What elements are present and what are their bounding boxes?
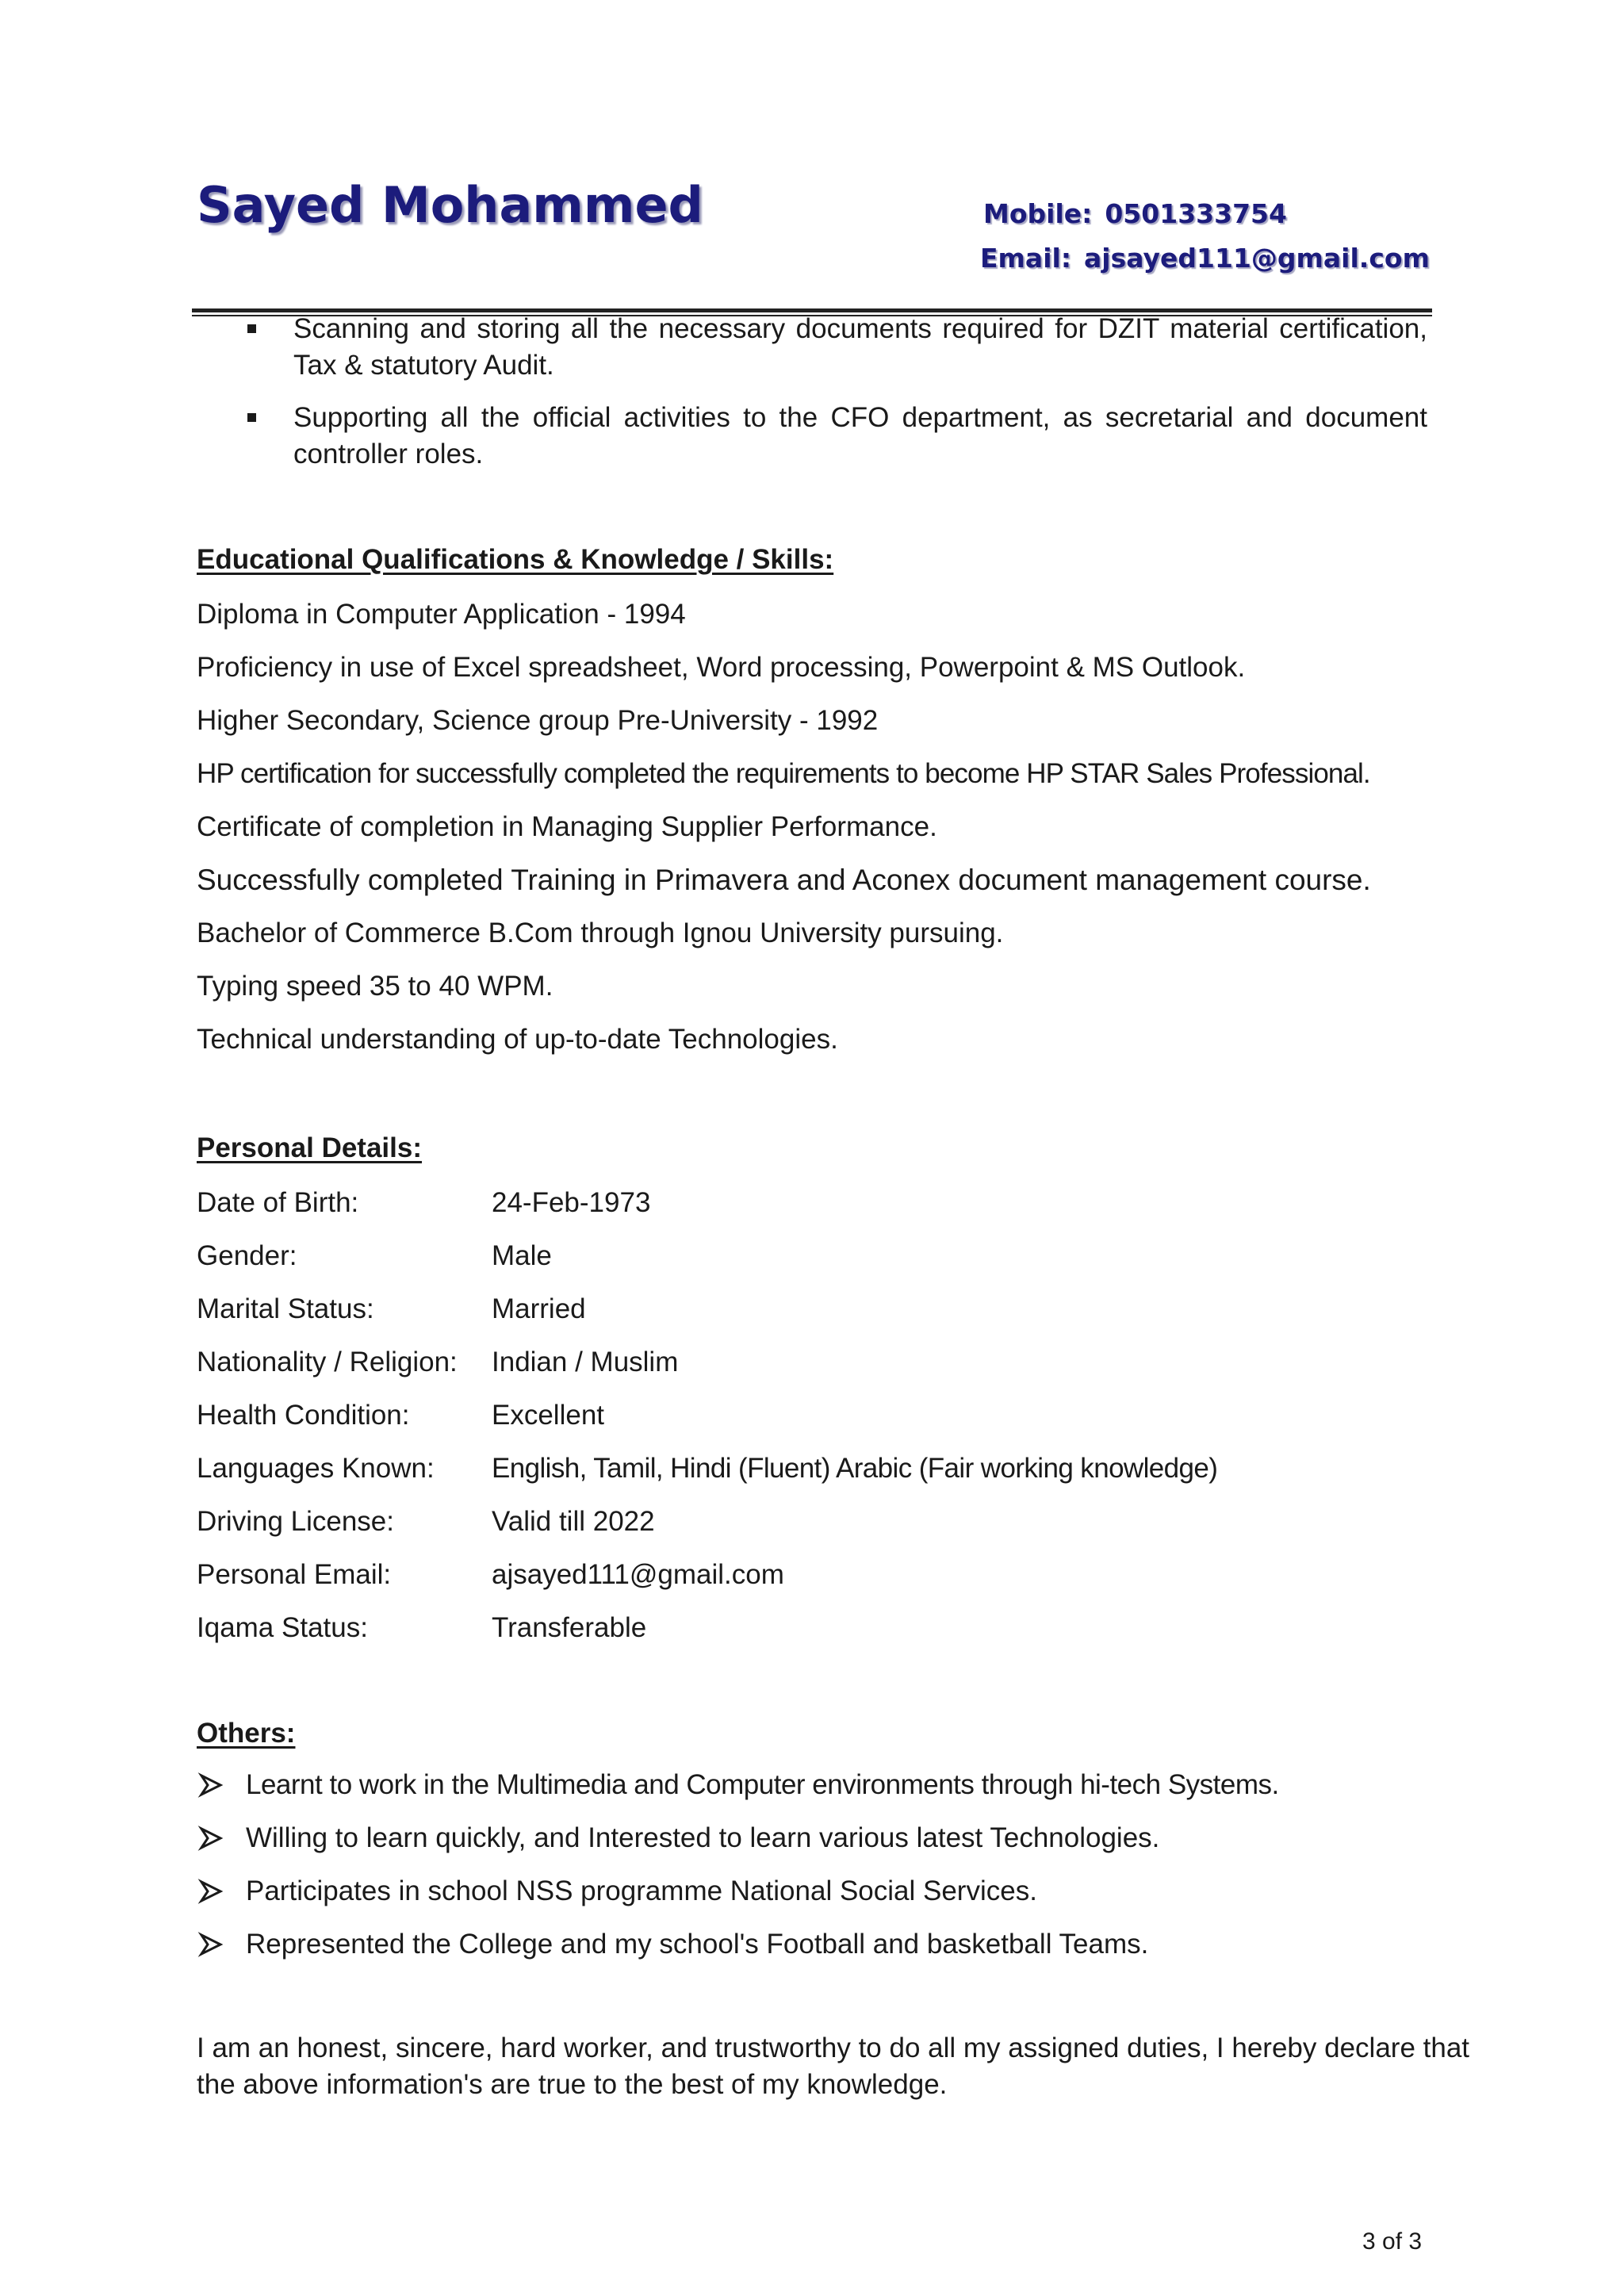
declaration-text: I am an honest, sincere, hard worker, and trustworthy to do all my assigned duties, I hereby declare that the above information's are true to the best of my knowledge. — [197, 2033, 1470, 2100]
detail-value: Valid till 2022 — [492, 1506, 655, 1537]
detail-value: English, Tamil, Hindi (Fluent) Arabic (Fair working knowledge) — [492, 1453, 1218, 1484]
detail-label: Languages Known: — [197, 1453, 435, 1484]
education-item: Successfully completed Training in Primavera and Aconex document management course. — [197, 864, 1371, 896]
education-item: Typing speed 35 to 40 WPM. — [197, 971, 553, 1002]
education-list — [197, 596, 1481, 1075]
detail-value: ajsayed111@gmail.com — [492, 1559, 784, 1590]
detail-label: Nationality / Religion: — [197, 1347, 458, 1377]
detail-value: Married — [492, 1293, 586, 1324]
arrow-bullet-icon — [197, 1873, 228, 1910]
education-item: Higher Secondary, Science group Pre-University - 1992 — [197, 705, 879, 736]
detail-label: Date of Birth: — [197, 1187, 359, 1218]
education-item: Technical understanding of up-to-date Technologies. — [197, 1024, 838, 1055]
email-address[interactable]: ajsayed111@gmail.com — [1084, 243, 1430, 274]
education-item: HP certification for successfully completed the requirements to become HP STAR Sales Professional. — [197, 758, 1370, 789]
resume-page: Sayed Mohammed Mobile: 0501333754 Email: ajsayed111@gmail.com Scanning and storing all the necessary documents required for DZIT material certification, Tax & statutory Audit. Supporting all the official activities to the CFO department, as secretarial and document controller roles. Educational Qualifications & Knowledge / Skills: Diploma in Computer Application - 1994 Proficiency in use of Excel spreadsheet, Word processing, Powerpoint & MS Outlook. Higher Secondary, Science group Pre-University - 1992 HP certification for successfully completed the requirements to become HP STAR Sales Professional. Certificate of completion in Managing Supplier Performance. Successfully completed Training in Primavera and Aconex document management course. Bachelor of Commerce B.Com through Ignou University pursuing. Typing speed 35 to 40 WPM. Technical understanding of up-to-date Technologies. Personal Details: Date of Birth: 24-Feb-1973 Gender: Male Marital Status: Married Nationality / Religion: Indian / Muslim Health Condition: Excellent Languages Known: English, Tamil, Hindi (Fluent) Arabic (Fair working knowledge) Driving License: Valid till 2022 Personal Email: ajsayed111@gmail.com Iqama Status: Transferable Others: Learnt to work in the Multimedia and Computer environments through hi-tech Systems. Willing to learn quickly, and Interested to learn various latest Technologies. Participates in school NSS programme National Social Services. Represented the College and my school's Football and basketball Teams. I am an honest, sincere, hard worker, and trustworthy to do all my assigned duties, I hereby declare that the above information's are true to the best of my knowledge. 3 of 3 — [0, 0, 1624, 2295]
others-heading: Others: — [197, 1718, 296, 1749]
mobile-label: Mobile: — [983, 198, 1093, 229]
detail-value: Transferable — [492, 1612, 647, 1643]
candidate-name: Sayed Mohammed — [197, 176, 703, 234]
square-bullet-icon — [247, 413, 256, 422]
duty-item: Scanning and storing all the necessary documents required for DZIT material certification, Tax & statutory Audit. — [243, 311, 1427, 384]
email-label: Email: — [980, 243, 1072, 274]
page-number: 3 of 3 — [1362, 2228, 1423, 2255]
personal-details-heading: Personal Details: — [197, 1132, 422, 1163]
education-item: Diploma in Computer Application - 1994 — [197, 599, 686, 630]
square-bullet-icon — [247, 324, 256, 333]
education-heading: Educational Qualifications & Knowledge / Skills: — [197, 544, 834, 575]
education-item: Bachelor of Commerce B.Com through Ignou University pursuing. — [197, 918, 1004, 948]
education-item: Certificate of completion in Managing Supplier Performance. — [197, 811, 937, 842]
arrow-bullet-icon — [197, 1820, 228, 1856]
mobile-contact — [983, 198, 1287, 229]
detail-label: Marital Status: — [197, 1293, 374, 1324]
detail-label: Personal Email: — [197, 1559, 392, 1590]
detail-label: Health Condition: — [197, 1400, 410, 1431]
detail-label: Driving License: — [197, 1506, 394, 1537]
detail-value: Excellent — [492, 1400, 605, 1431]
duty-item: Supporting all the official activities to the CFO department, as secretarial and document controller roles. — [243, 400, 1427, 473]
arrow-bullet-icon — [197, 1767, 228, 1803]
duties-list — [243, 311, 1427, 489]
email-contact — [980, 243, 1430, 274]
arrow-bullet-icon — [197, 1926, 228, 1963]
detail-value: Male — [492, 1240, 552, 1271]
education-item: Proficiency in use of Excel spreadsheet, Word processing, Powerpoint & MS Outlook. — [197, 652, 1246, 683]
detail-label: Iqama Status: — [197, 1612, 368, 1643]
mobile-number: 0501333754 — [1105, 198, 1287, 229]
detail-label: Gender: — [197, 1240, 297, 1271]
detail-value: 24-Feb-1973 — [492, 1187, 651, 1218]
detail-value: Indian / Muslim — [492, 1347, 679, 1377]
